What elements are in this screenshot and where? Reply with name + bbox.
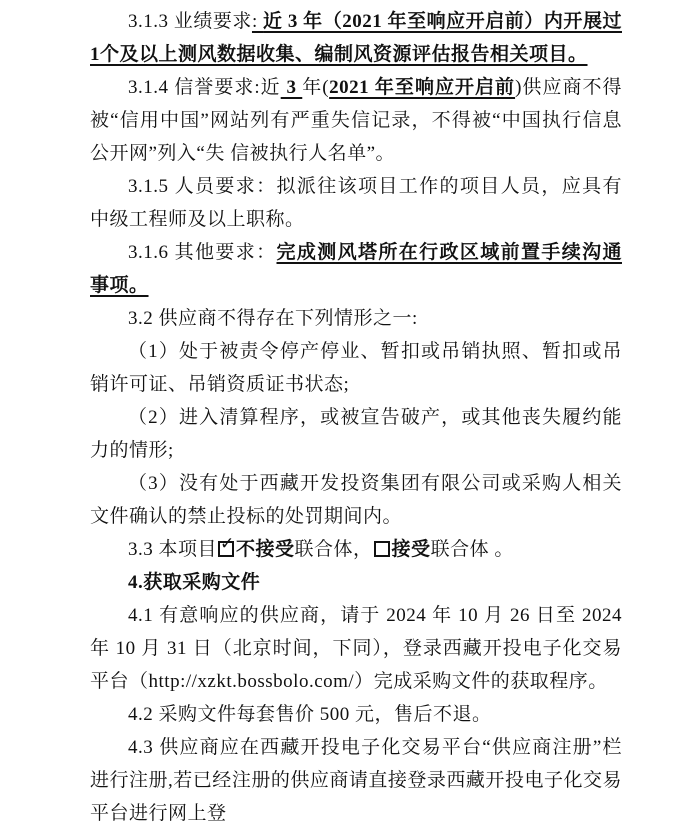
consortium-not-accepted-checkbox[interactable] [218,534,235,557]
text-segment: ）完成采购文件的获取程序。 [354,671,608,692]
text-segment: : [251,11,264,32]
text-segment: 联合体， [294,539,373,560]
document-body [90,5,622,830]
clause-3-1-5-personnel-requirement [90,170,622,236]
text-segment: 联合体 。 [430,539,514,560]
platform-url: http://xzkt.bossbolo.com/ [148,671,355,692]
clause-3-2-item-3 [90,467,622,533]
text-segment: 3.1.5 人员要求：拟派往该项目工作的项目人员，应具有中级工程师及以上职称。 [90,176,622,230]
clause-3-1-4-reputation-requirement [90,71,622,170]
clause-3-2-item-1 [90,335,622,401]
text-segment: 不接受 [236,539,295,560]
clause-3-2-prohibited-situations [90,302,622,335]
heading-4-obtain-documents [90,566,622,599]
clause-4-3-supplier-registration [90,731,622,830]
text-segment: 完成测风塔所在行政区域前置手续沟通事项。 [90,242,622,296]
text-segment: 3.1.3 业绩要求 [128,11,252,32]
text-segment: 接受 [391,539,431,560]
text-segment: 3 [280,77,303,98]
text-segment: 3.2 供应商不得存在下列情形之一: [128,308,418,329]
text-segment: （2）进入清算程序，或被宣告破产，或其他丧失履约能力的情形; [90,407,622,461]
text-segment: 年( [302,77,330,98]
text-segment: )供应商不得被“信用中国”网站列有严重失信记录，不得被“中国执行信息公开网”列入“失 信被执行人名单”。 [90,77,623,164]
text-segment: 4.2 采购文件每套售价 500 元，售后不退。 [128,704,492,725]
clause-4-1-obtain-procedure [90,599,622,698]
clause-3-3-consortium [90,533,622,566]
text-segment: （3）没有处于西藏开发投资集团有限公司或采购人相关文件确认的禁止投标的处罚期间内。 [90,473,622,527]
text-segment: 3.1.4 信誉要求:近 [128,77,281,98]
clause-3-2-item-2 [90,401,622,467]
text-segment: 近 3 年（2021 年至响应开启前）内开展过1个及以上测风数据收集、编制风资源评估报告相关项目。 [90,11,622,65]
text-segment: 4.3 供应商应在西藏开投电子化交易平台“供应商注册”栏进行注册,若已经注册的供应商请直接登录西藏开投电子化交易平台进行网上登 [90,737,622,824]
text-segment: 4.1 有意响应的供应商，请于 2024 年 10 月 26 日至 2024 年 10 月 31 日（北京时间，下同），登录西藏开投电子化交易平台（ [90,605,622,692]
text-segment: 3.3 本项目 [128,539,218,560]
clause-3-1-6-other-requirement [90,236,622,302]
consortium-accepted-checkbox[interactable] [374,541,390,557]
text-segment: 2021 年至响应开启前 [329,77,516,98]
text-segment: 3.1.6 其他要求： [128,242,277,263]
text-segment: 4.获取采购文件 [128,572,261,593]
check-mark-icon: ✓ [220,534,235,554]
text-segment: （1）处于被责令停产停业、暂扣或吊销执照、暂扣或吊销许可证、吊销资质证书状态; [90,341,622,395]
clause-4-2-document-price [90,698,622,731]
clause-3-1-3-performance-requirement [90,5,622,71]
